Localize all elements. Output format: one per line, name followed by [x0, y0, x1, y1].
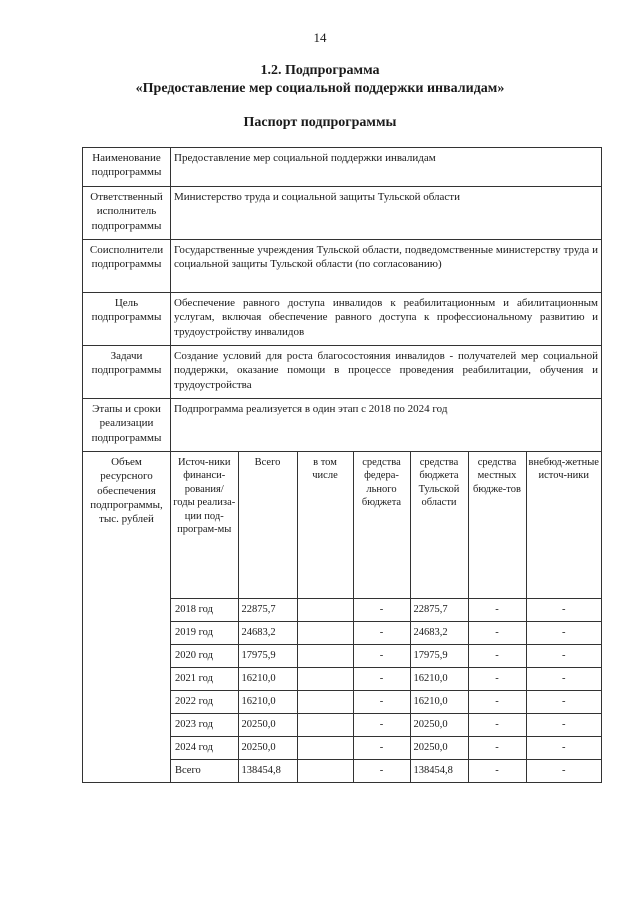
finance-regional: 24683,2 — [410, 622, 468, 645]
finance-col-federal: средства федера-льного бюджета — [353, 452, 410, 599]
row-label: Наименование подпрограммы — [83, 148, 171, 187]
finance-total: 20250,0 — [238, 714, 297, 737]
finance-other: - — [526, 760, 601, 783]
finance-including — [297, 622, 353, 645]
row-label: Объем ресурсного обеспечения подпрограммы, тыс. рублей — [83, 452, 171, 783]
finance-col-other: внебюд-жетные источ-ники — [526, 452, 601, 599]
finance-col-including: в том числе — [297, 452, 353, 599]
finance-row — [171, 599, 601, 622]
finance-federal: - — [353, 645, 410, 668]
finance-federal: - — [353, 599, 410, 622]
finance-other: - — [526, 714, 601, 737]
finance-including — [297, 737, 353, 760]
finance-row — [171, 622, 601, 645]
finance-including — [297, 599, 353, 622]
finance-total: 24683,2 — [238, 622, 297, 645]
finance-col-source: Источ-ники финанси-рования/ годы реализа-ции под-програм-мы — [171, 452, 238, 599]
finance-including — [297, 760, 353, 783]
passport-row-stages — [83, 399, 602, 452]
finance-row — [171, 714, 601, 737]
row-label: Этапы и сроки реализации подпрограммы — [83, 399, 171, 452]
row-label: Ответственный исполнитель подпрограммы — [83, 187, 171, 240]
finance-total: 17975,9 — [238, 645, 297, 668]
passport-row-finance — [83, 452, 602, 783]
finance-federal: - — [353, 668, 410, 691]
row-value: Государственные учреждения Тульской области, подведомственные министерству труда и социальной защиты Тульской области (по согласованию) — [171, 240, 602, 293]
finance-including — [297, 691, 353, 714]
finance-regional: 20250,0 — [410, 714, 468, 737]
finance-federal: - — [353, 737, 410, 760]
finance-year: 2019 год — [171, 622, 238, 645]
subprogram-title: «Предоставление мер социальной поддержки инвалидам» — [135, 81, 505, 96]
finance-local: - — [468, 599, 526, 622]
finance-total: 22875,7 — [238, 599, 297, 622]
finance-local: - — [468, 737, 526, 760]
finance-other: - — [526, 691, 601, 714]
finance-total: 16210,0 — [238, 691, 297, 714]
row-label: Задачи подпрограммы — [83, 346, 171, 399]
finance-regional: 138454,8 — [410, 760, 468, 783]
finance-row — [171, 645, 601, 668]
finance-local: - — [468, 760, 526, 783]
finance-header-row — [171, 452, 601, 599]
finance-year: 2024 год — [171, 737, 238, 760]
finance-local: - — [468, 714, 526, 737]
finance-year: 2021 год — [171, 668, 238, 691]
finance-regional: 16210,0 — [410, 691, 468, 714]
finance-cell — [171, 452, 602, 783]
finance-row — [171, 737, 601, 760]
subprogram-number: 1.2. Подпрограмма — [260, 63, 380, 78]
finance-row — [171, 668, 601, 691]
passport-row-executor — [83, 187, 602, 240]
finance-regional: 20250,0 — [410, 737, 468, 760]
finance-including — [297, 714, 353, 737]
finance-table — [171, 452, 601, 782]
finance-other: - — [526, 622, 601, 645]
page-number: 14 — [313, 30, 327, 45]
finance-federal: - — [353, 714, 410, 737]
finance-federal: - — [353, 691, 410, 714]
finance-total: 20250,0 — [238, 737, 297, 760]
finance-regional: 17975,9 — [410, 645, 468, 668]
row-label: Соисполнители подпрограммы — [83, 240, 171, 293]
passport-table — [82, 147, 602, 783]
row-value: Создание условий для роста благосостояния инвалидов - получателей мер социальной поддержки, оказание помощи в процессе проведения реабилитации, обучения и трудоустройства — [171, 346, 602, 399]
row-label: Цель подпрограммы — [83, 293, 171, 346]
row-value: Подпрограмма реализуется в один этап с 2018 по 2024 год — [171, 399, 602, 452]
finance-col-local: средства местных бюдже-тов — [468, 452, 526, 599]
finance-year: 2022 год — [171, 691, 238, 714]
finance-regional: 16210,0 — [410, 668, 468, 691]
finance-federal: - — [353, 760, 410, 783]
finance-other: - — [526, 737, 601, 760]
passport-row-name — [83, 148, 602, 187]
row-value: Предоставление мер социальной поддержки инвалидам — [171, 148, 602, 187]
finance-local: - — [468, 668, 526, 691]
finance-including — [297, 668, 353, 691]
finance-col-regional: средства бюджета Тульской области — [410, 452, 468, 599]
finance-other: - — [526, 668, 601, 691]
passport-row-goal — [83, 293, 602, 346]
passport-row-coexecutors — [83, 240, 602, 293]
finance-year: 2023 год — [171, 714, 238, 737]
finance-other: - — [526, 599, 601, 622]
passport-title: Паспорт подпрограммы — [243, 115, 397, 130]
finance-row-total — [171, 760, 601, 783]
row-value: Министерство труда и социальной защиты Тульской области — [171, 187, 602, 240]
passport-row-tasks — [83, 346, 602, 399]
finance-col-total: Всего — [238, 452, 297, 599]
finance-other: - — [526, 645, 601, 668]
finance-local: - — [468, 622, 526, 645]
finance-year: 2018 год — [171, 599, 238, 622]
finance-including — [297, 645, 353, 668]
finance-row — [171, 691, 601, 714]
finance-year: Всего — [171, 760, 238, 783]
finance-total: 16210,0 — [238, 668, 297, 691]
finance-federal: - — [353, 622, 410, 645]
finance-regional: 22875,7 — [410, 599, 468, 622]
finance-total: 138454,8 — [238, 760, 297, 783]
row-value: Обеспечение равного доступа инвалидов к реабилитационным и абилитационным услугам, включая обеспечение равного доступа к профессиональному развитию и трудоустройству инвалидов — [171, 293, 602, 346]
finance-local: - — [468, 645, 526, 668]
finance-year: 2020 год — [171, 645, 238, 668]
finance-local: - — [468, 691, 526, 714]
